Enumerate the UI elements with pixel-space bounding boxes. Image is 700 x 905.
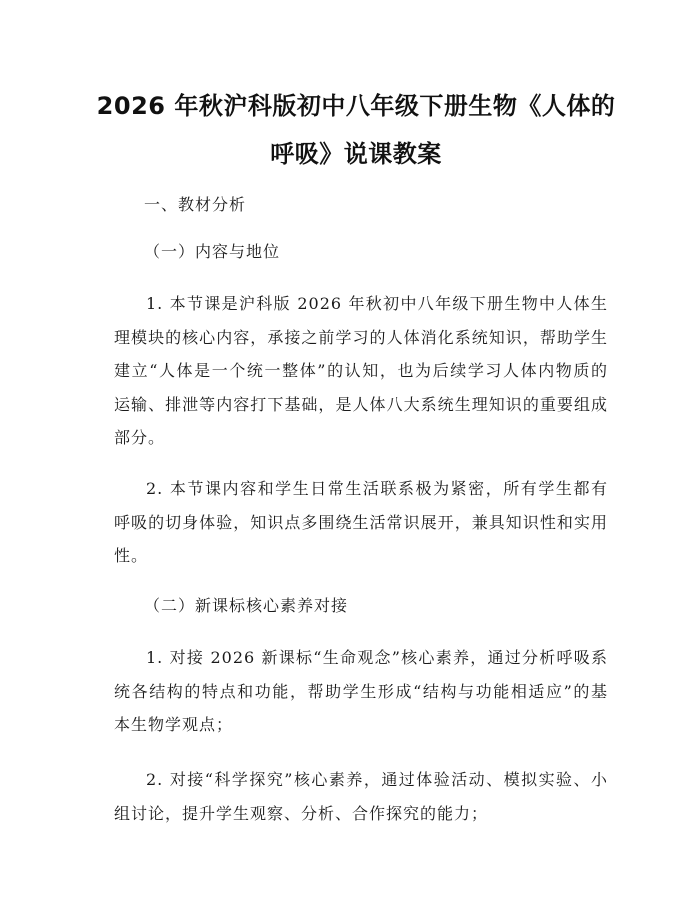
paragraph-content-position-1: 1. 本节课是沪科版 2026 年秋初中八年级下册生物中人体生理模块的核心内容，承接之前学习的人体消化系统知识，帮助学生建立“人体是一个统一整体”的认知，也为后续学习人体内物质的运输、排泄等内容打下基础，是人体八大系统生理知识的重要组成部分。 xyxy=(114,294,608,447)
subsection-heading-core-literacy: （二）新课标核心素养对接 xyxy=(144,596,349,615)
document-title: 2026 年秋沪科版初中八年级下册生物《人体的呼吸》说课教案 xyxy=(96,92,616,168)
section-heading-textbook-analysis: 一、教材分析 xyxy=(144,195,247,214)
paragraph-core-literacy-2: 2. 对接“科学探究”核心素养，通过体验活动、模拟实验、小组讨论，提升学生观察、分析、合作探究的能力； xyxy=(114,770,608,823)
paragraph-core-literacy-1: 1. 对接 2026 新课标“生命观念”核心素养，通过分析呼吸系统各结构的特点和功能，帮助学生形成“结构与功能相适应”的基本生物学观点； xyxy=(114,648,608,734)
subsection-heading-content-position: （一）内容与地位 xyxy=(144,242,281,261)
paragraph-content-position-2: 2. 本节课内容和学生日常生活联系极为紧密，所有学生都有呼吸的切身体验，知识点多围绕生活常识展开，兼具知识性和实用性。 xyxy=(114,479,608,565)
